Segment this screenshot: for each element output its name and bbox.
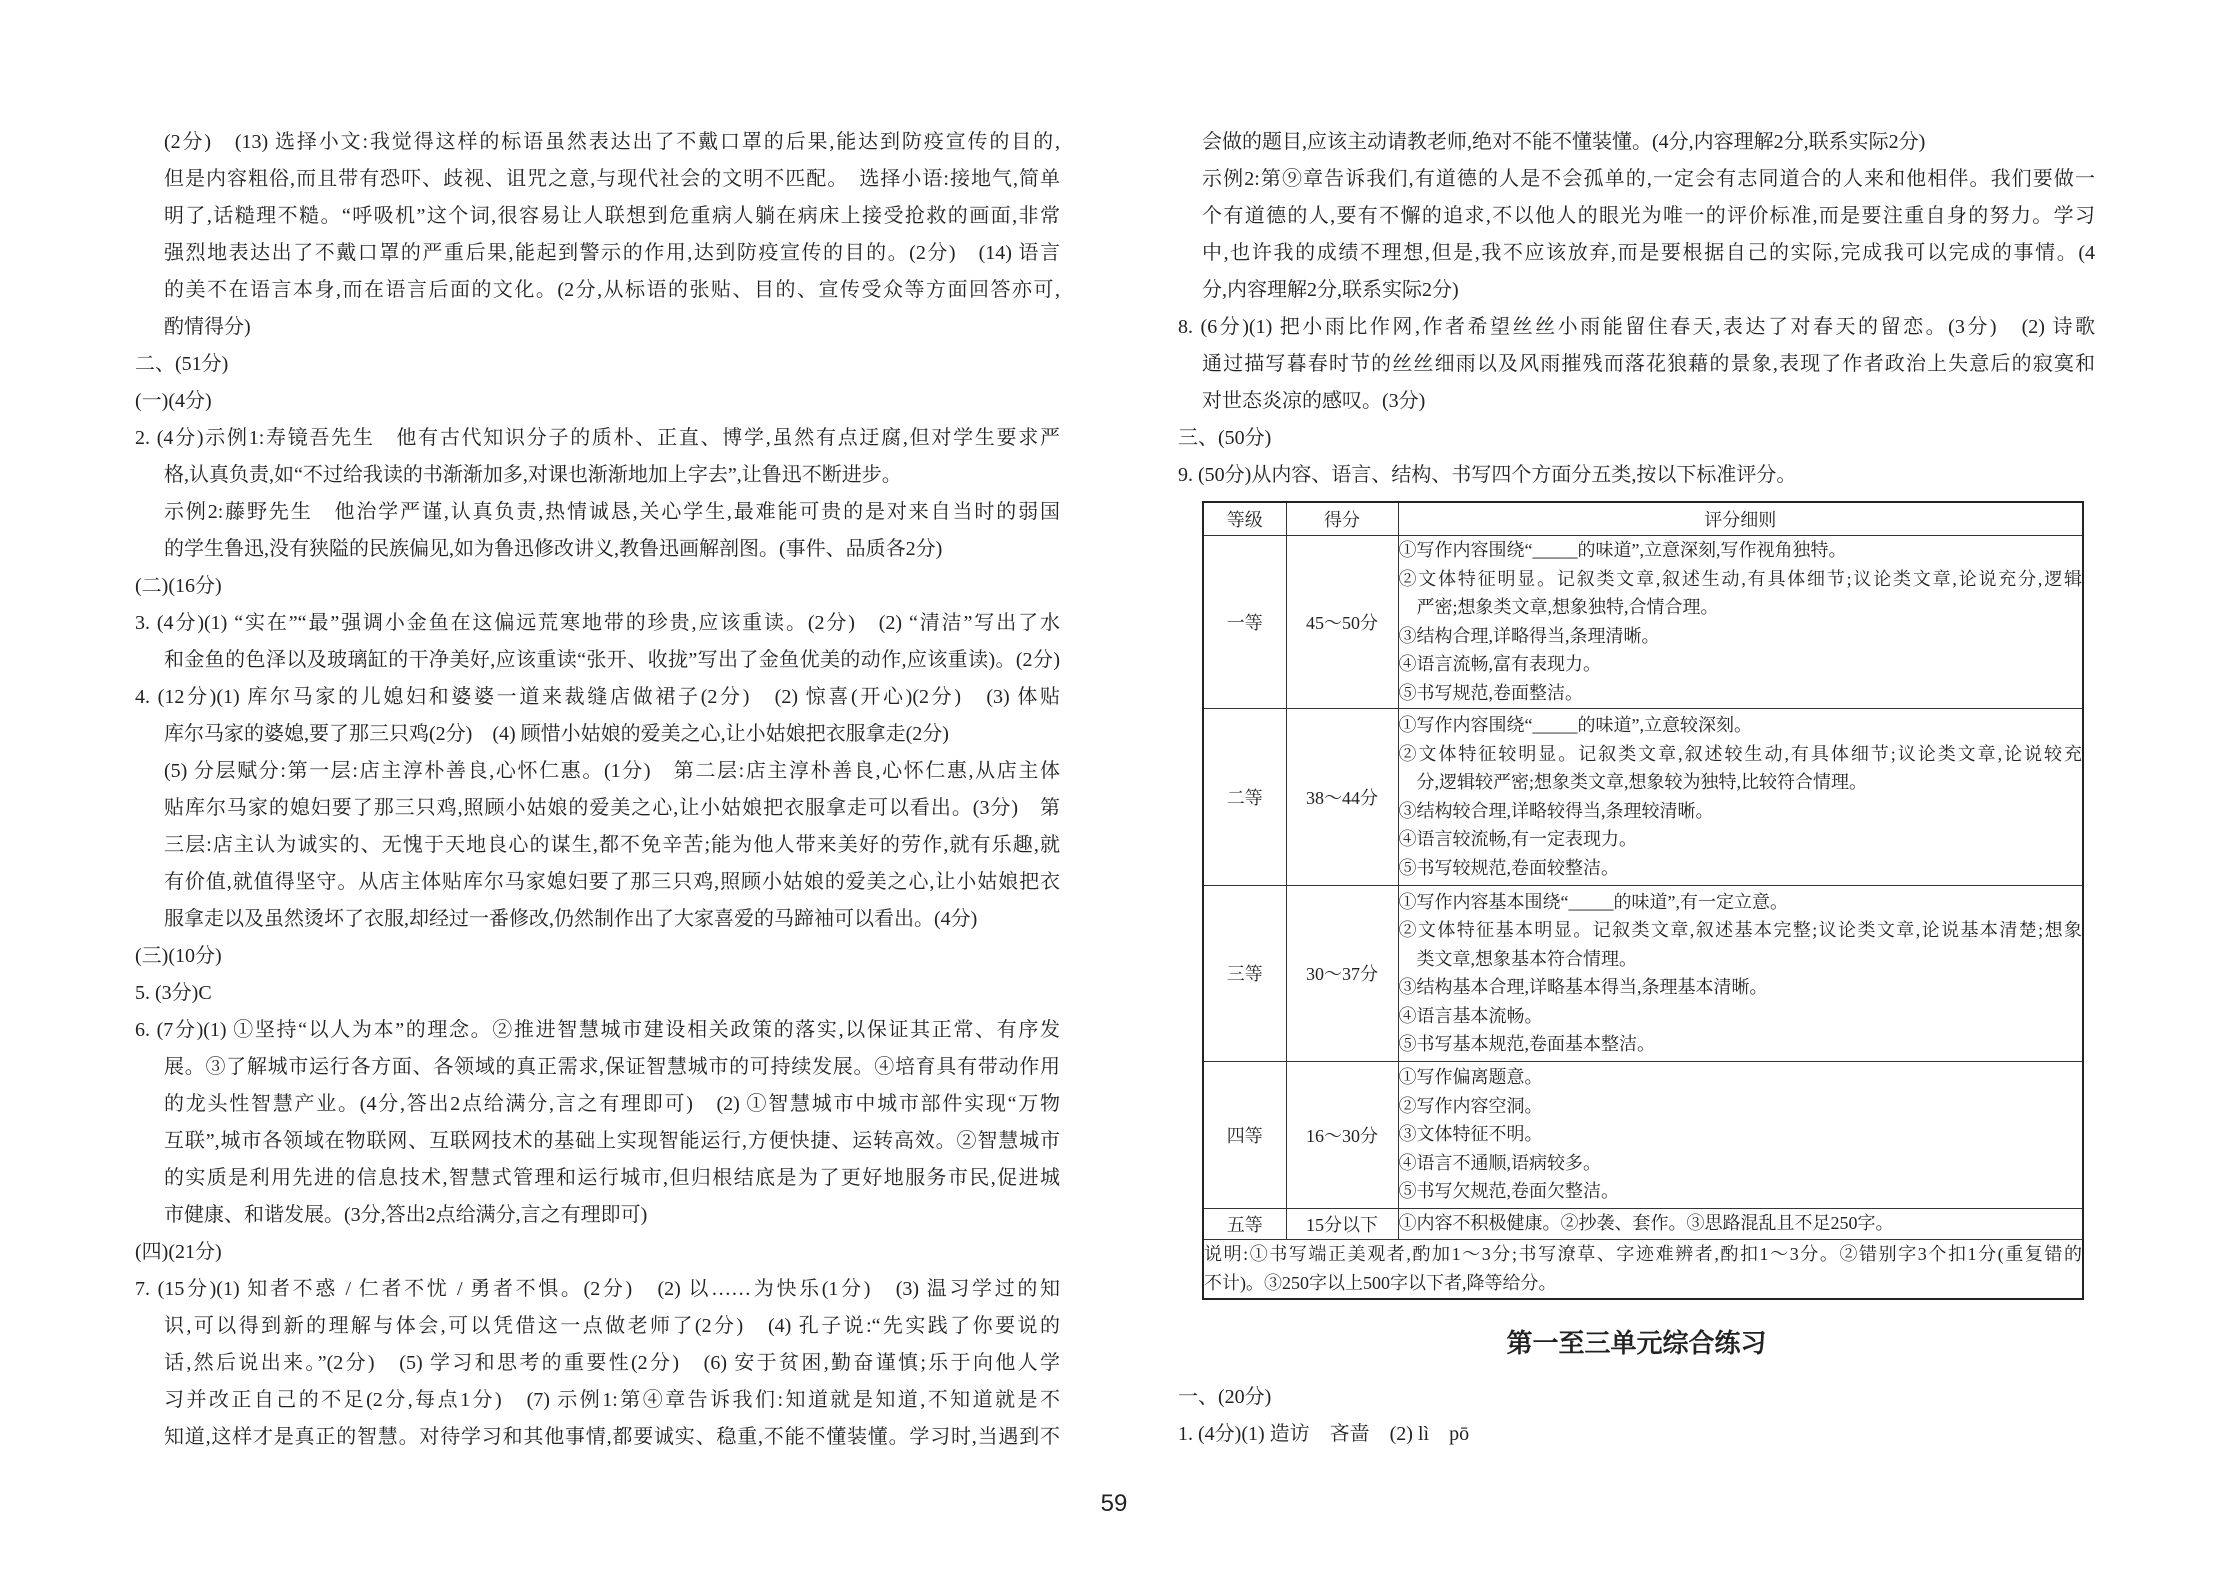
question-item: 4. (12分)(1) 库尔马家的儿媳妇和婆婆一道来裁缝店做裙子(2分) (2) 惊喜(开心)(2分) (3) 体贴 xyxy=(135,686,1060,708)
criteria-cell xyxy=(1398,535,2083,708)
answer-line: 明了,话糙理不糙。“呼吸机”这个词,很容易让人联想到危重病人躺在病床上接受抢救的画面,非常 xyxy=(164,205,1060,227)
answer-line: 识,可以得到新的理解与体会,可以凭借这一点做老师了(2分) (4) 孔子说:“先实践了你要说的 xyxy=(164,1315,1060,1337)
score-cell: 38～44分 xyxy=(1286,708,1398,885)
section-heading: 二、(51分) xyxy=(135,353,229,375)
score-header: 得分 xyxy=(1286,502,1398,535)
section-heading: 一、(20分) xyxy=(1178,1386,1272,1408)
criteria-line: ⑤书写欠规范,卷面欠整洁。 xyxy=(1398,1181,1619,1202)
table-row xyxy=(1203,1208,2083,1239)
criteria-line: ⑤书写基本规范,卷面基本整洁。 xyxy=(1398,1034,1655,1054)
criteria-cell xyxy=(1398,1208,2083,1239)
answer-line: 知道,这样才是真正的智慧。对待学习和其他事情,都要诚实、稳重,不能不懂装懂。学习时,当遇到不 xyxy=(164,1426,1060,1448)
subsection-heading: (二)(16分) xyxy=(135,575,222,597)
answer-line: 有价值,就值得坚守。从店主体贴库尔马家媳妇要了那三只鸡,照顾小姑娘的爱美之心,让小姑娘把衣 xyxy=(164,871,1060,893)
grade-cell: 五等 xyxy=(1203,1208,1286,1239)
criteria-line: ①写作内容基本围绕“_____的味道”,有一定立意。 xyxy=(1398,891,1788,912)
answer-line: 和金鱼的色泽以及玻璃缸的干净美好,应该重读“张开、收拢”写出了金鱼优美的动作,应该重读)。(2分) xyxy=(164,649,1060,671)
criteria-cell xyxy=(1398,885,2083,1061)
answer-line: 的美不在语言本身,而在语言后面的文化。(2分,从标语的张贴、目的、宣传受众等方面回答亦可, xyxy=(164,279,1060,301)
question-item: 9. (50分)从内容、语言、结构、书写四个方面分五类,按以下标准评分。 xyxy=(1178,464,1797,486)
table-row xyxy=(1203,535,2083,708)
answer-line: 的龙头性智慧产业。(4分,答出2点给满分,言之有理即可) (2) ①智慧城市中城市部件实现“万物 xyxy=(164,1093,1060,1115)
answer-line: 对世态炎凉的感叹。(3分) xyxy=(1202,390,1426,412)
criteria-line: 类文章,想象基本符合情理。 xyxy=(1416,948,1637,969)
table-row xyxy=(1203,885,2083,1061)
subsection-heading: (四)(21分) xyxy=(135,1241,222,1263)
answer-line: 三层:店主认为诚实的、无愧于天地良心的谋生,都不免辛苦;能为他人带来美好的劳作,就有乐趣,就 xyxy=(164,834,1060,856)
criteria-cell xyxy=(1398,1061,2083,1208)
criteria-line: ②文体特征基本明显。记叙类文章,叙述基本完整;议论类文章,论说基本清楚;想象 xyxy=(1398,920,2082,940)
answer-line: 个有道德的人,要有不懈的追求,不以他人的眼光为唯一的评价标准,而是要注重自身的努力。学习 xyxy=(1202,205,2095,227)
table-row xyxy=(1203,708,2083,885)
question-item: 2. (4分)示例1:寿镜吾先生 他有古代知识分子的质朴、正直、博学,虽然有点迂腐,但对学生要求严 xyxy=(135,427,1060,449)
answer-line: 强烈地表达出了不戴口罩的严重后果,能起到警示的作用,达到防疫宣传的目的。(2分) (14) 语言 xyxy=(164,242,1060,264)
criteria-line: 分,逻辑较严密;想象类文章,想象较为独特,比较符合情理。 xyxy=(1416,772,1867,792)
answer-line: 格,认真负责,如“不过给我读的书渐渐加多,对课也渐渐地加上字去”,让鲁迅不断进步。 xyxy=(164,464,902,486)
score-cell: 45～50分 xyxy=(1286,535,1398,708)
table-note-row xyxy=(1203,1239,2083,1299)
scoring-table xyxy=(1202,501,2082,1300)
criteria-line: ①写作内容围绕“_____的味道”,立意较深刻。 xyxy=(1398,715,1752,735)
answer-line: 展。③了解城市运行各方面、各领域的真正需求,保证智慧城市的可持续发展。④培育具有带动作用 xyxy=(164,1056,1060,1078)
answer-line: 酌情得分) xyxy=(164,316,251,338)
criteria-line: ⑤书写规范,卷面整洁。 xyxy=(1398,682,1583,703)
question-item: 1. (4分)(1) 造访 吝啬 (2) lì pō xyxy=(1178,1423,1470,1445)
criteria-line: ③结构合理,详略得当,条理清晰。 xyxy=(1398,625,1660,646)
grade-cell: 二等 xyxy=(1203,708,1286,885)
criteria-line: 严密;想象类文章,想象独特,合情合理。 xyxy=(1416,597,1719,617)
section-heading: 三、(50分) xyxy=(1178,427,1272,449)
note-line: 说明:①书写端正美观者,酌加1～3分;书写潦草、字迹难辨者,酌扣1～3分。②错别字3个扣1分(重复错的 xyxy=(1204,1244,2082,1265)
criteria-line: ④语言流畅,富有表现力。 xyxy=(1398,654,1601,674)
criteria-line: ①写作偏离题意。 xyxy=(1398,1067,1543,1088)
grade-cell: 四等 xyxy=(1203,1061,1286,1208)
question-item: 3. (4分)(1) “实在”“最”强调小金鱼在这偏远荒寒地带的珍贵,应该重读。(2分) (2) “清洁”写出了水 xyxy=(135,612,1060,634)
subsection-heading: (三)(10分) xyxy=(135,945,222,967)
note-cell xyxy=(1203,1239,2083,1299)
table-header-row xyxy=(1203,502,2083,535)
answer-line: 的学生鲁迅,没有狭隘的民族偏见,如为鲁迅修改讲义,教鲁迅画解剖图。(事件、品质各2分) xyxy=(164,538,943,560)
answer-line: 示例2:第⑨章告诉我们,有道德的人是不会孤单的,一定会有志同道合的人来和他相伴。我们要做一 xyxy=(1202,168,2095,190)
criteria-header: 评分细则 xyxy=(1398,502,2083,535)
score-cell: 15分以下 xyxy=(1286,1208,1398,1239)
answer-line: 贴库尔马家的媳妇要了那三只鸡,照顾小姑娘的爱美之心,让小姑娘把衣服拿走可以看出。(3分) 第 xyxy=(164,797,1060,819)
grade-header: 等级 xyxy=(1203,502,1286,535)
criteria-line: ③结构较合理,详略较得当,条理较清晰。 xyxy=(1398,800,1714,821)
unit-heading: 第一至三单元综合练习 xyxy=(1506,1329,1767,1358)
answer-line: 示例2:藤野先生 他治学严谨,认真负责,热情诚恳,关心学生,最难能可贵的是对来自当时的弱国 xyxy=(164,501,1060,523)
criteria-line: ③文体特征不明。 xyxy=(1398,1124,1543,1145)
grade-cell: 三等 xyxy=(1203,885,1286,1061)
answer-line: 会做的题目,应该主动请教老师,绝对不能不懂装懂。(4分,内容理解2分,联系实际2分) xyxy=(1202,131,1926,153)
answer-line: 市健康、和谐发展。(3分,答出2点给满分,言之有理即可) xyxy=(164,1204,648,1226)
question-item: 5. (3分)C xyxy=(135,982,212,1004)
grade-cell: 一等 xyxy=(1203,535,1286,708)
criteria-line: ②文体特征较明显。记叙类文章,叙述较生动,有具体细节;议论类文章,论说较充 xyxy=(1398,743,2082,764)
answer-line: 通过描写暮春时节的丝丝细雨以及风雨摧残而落花狼藉的景象,表现了作者政治上失意后的寂寞和 xyxy=(1202,353,2095,375)
table-row xyxy=(1203,1061,2083,1208)
answer-line: 的实质是利用先进的信息技术,智慧式管理和运行城市,但归根结底是为了更好地服务市民,促进城 xyxy=(164,1167,1060,1189)
answer-line: 分,内容理解2分,联系实际2分) xyxy=(1202,279,1459,301)
criteria-line: ⑤书写较规范,卷面较整洁。 xyxy=(1398,857,1619,878)
right-column xyxy=(1178,124,2095,494)
criteria-line: ②文体特征明显。记叙类文章,叙述生动,有具体细节;议论类文章,论说充分,逻辑 xyxy=(1398,568,2082,589)
question-item: 7. (15分)(1) 知者不惑 / 仁者不忧 / 勇者不惧。(2分) (2) 以……为快乐(1分) (3) 温习学过的知 xyxy=(135,1278,1060,1300)
criteria-cell xyxy=(1398,708,2083,885)
answer-line: 服拿走以及虽然烫坏了衣服,却经过一番修改,仍然制作出了大家喜爱的马蹄袖可以看出。(4分) xyxy=(164,908,978,930)
criteria-line: ④语言基本流畅。 xyxy=(1398,1005,1543,1026)
answer-line: (5) 分层赋分:第一层:店主淳朴善良,心怀仁惠。(1分) 第二层:店主淳朴善良,心怀仁惠,从店主体 xyxy=(164,760,1060,782)
criteria-line: ①内容不积极健康。②抄袭、套作。③思路混乱且不足250字。 xyxy=(1398,1213,1894,1234)
criteria-line: ③结构基本合理,详略基本得当,条理基本清晰。 xyxy=(1398,977,1768,997)
answer-line: 习并改正自己的不足(2分,每点1分) (7) 示例1:第④章告诉我们:知道就是知道,不知道就是不 xyxy=(164,1389,1060,1411)
answer-line: 但是内容粗俗,而且带有恐吓、歧视、诅咒之意,与现代社会的文明不匹配。 选择小语:接地气,简单 xyxy=(164,168,1060,190)
next-section-body xyxy=(1178,1379,2095,1453)
question-item: 6. (7分)(1) ①坚持“以人为本”的理念。②推进智慧城市建设相关政策的落实,以保证其正常、有序发 xyxy=(135,1019,1060,1041)
criteria-line: ④语言较流畅,有一定表现力。 xyxy=(1398,829,1637,849)
note-line: 不计)。③250字以上500字以下者,降等给分。 xyxy=(1204,1272,1557,1293)
page-number: 59 xyxy=(1100,1490,1128,1517)
answer-line: 互联”,城市各领域在物联网、互联网技术的基础上实现智能运行,方便快捷、运转高效。②智慧城市 xyxy=(164,1130,1060,1152)
left-column xyxy=(135,124,1060,1456)
answer-line: (2分) (13) 选择小文:我觉得这样的标语虽然表达出了不戴口罩的后果,能达到防疫宣传的目的, xyxy=(164,131,1060,153)
question-item: 8. (6分)(1) 把小雨比作网,作者希望丝丝小雨能留住春天,表达了对春天的留恋。(3分) (2) 诗歌 xyxy=(1178,316,2095,338)
answer-line: 库尔马家的婆媳,要了那三只鸡(2分) (4) 顾惜小姑娘的爱美之心,让小姑娘把衣服拿走(2分) xyxy=(164,723,949,745)
score-cell: 30～37分 xyxy=(1286,885,1398,1061)
criteria-line: ④语言不通顺,语病较多。 xyxy=(1398,1152,1601,1173)
answer-line: 中,也许我的成绩不理想,但是,我不应该放弃,而是要根据自己的实际,完成我可以完成的事情。(4 xyxy=(1202,242,2095,264)
criteria-line: ①写作内容围绕“_____的味道”,立意深刻,写作视角独特。 xyxy=(1398,540,1847,560)
score-cell: 16～30分 xyxy=(1286,1061,1398,1208)
criteria-line: ②写作内容空洞。 xyxy=(1398,1095,1543,1116)
answer-line: 话,然后说出来。”(2分) (5) 学习和思考的重要性(2分) (6) 安于贫困,勤奋谨慎;乐于向他人学 xyxy=(164,1352,1060,1374)
subsection-heading: (一)(4分) xyxy=(135,390,212,412)
